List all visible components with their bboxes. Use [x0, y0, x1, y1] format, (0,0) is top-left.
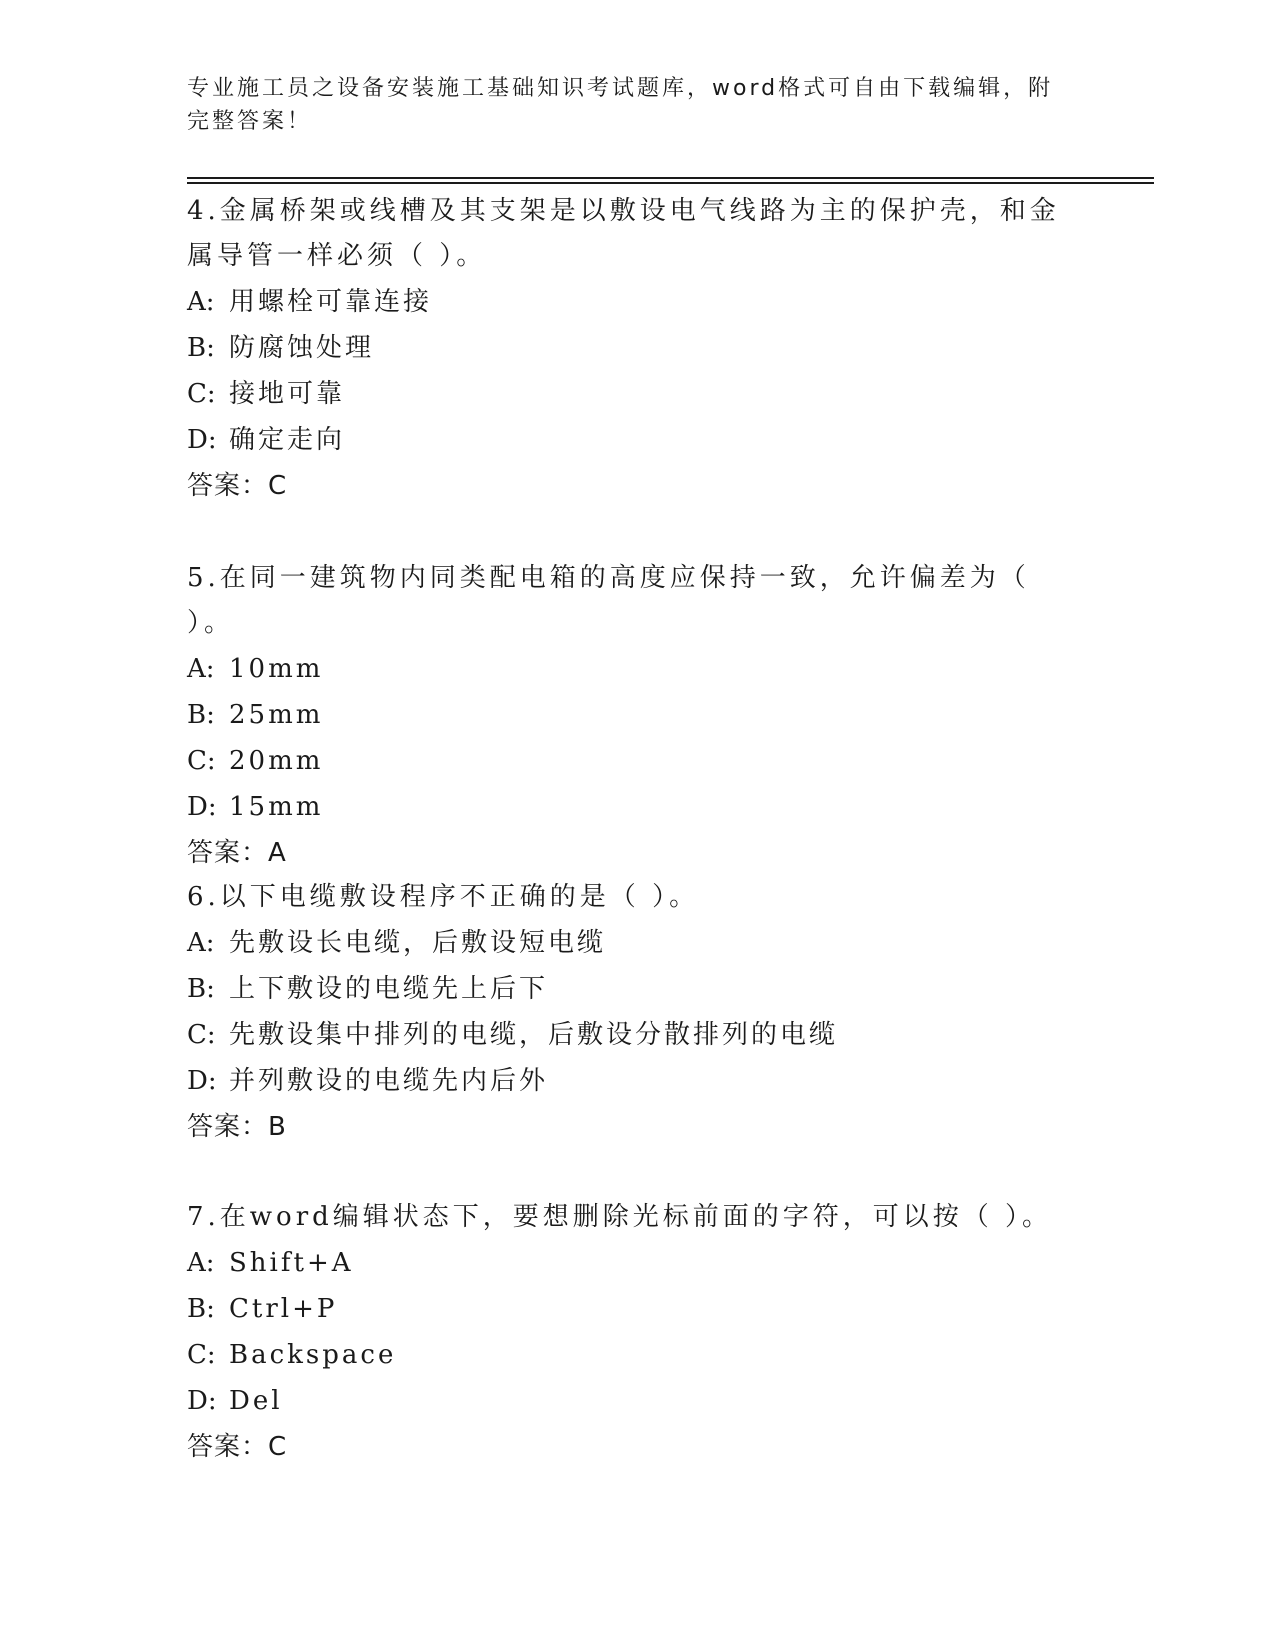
document-header: 专业施工员之设备安装施工基础知识考试题库，word格式可自由下载编辑，附完整答案！ — [187, 76, 1054, 134]
option-a — [187, 646, 1087, 692]
answer-line: 答案：C — [187, 471, 288, 501]
option-text: 25mm — [229, 700, 324, 730]
option-label: D: — [187, 792, 217, 822]
question-stem: 5.在同一建筑物内同类配电箱的高度应保持一致，允许偏差为（ ）。 — [187, 563, 1030, 638]
option-c — [187, 738, 1087, 784]
header-divider-bottom — [187, 182, 1154, 184]
option-d — [187, 1378, 1087, 1424]
answer-line: 答案：A — [187, 838, 287, 868]
question-stem: 7.在word编辑状态下，要想删除光标前面的字符，可以按（ ）。 — [187, 1202, 1053, 1232]
option-label: B: — [187, 333, 215, 363]
option-label: B: — [187, 974, 215, 1004]
option-c — [187, 1332, 1087, 1378]
option-c — [187, 371, 1087, 417]
option-text: 15mm — [229, 792, 324, 822]
option-text: 确定走向 — [229, 425, 346, 455]
header-divider-top — [187, 177, 1154, 179]
option-b — [187, 692, 1087, 738]
option-a — [187, 920, 1087, 966]
option-label: C: — [187, 379, 216, 409]
option-text: 上下敷设的电缆先上后下 — [229, 974, 549, 1004]
option-text: 10mm — [229, 654, 324, 684]
option-d — [187, 417, 1087, 463]
option-label: C: — [187, 1020, 216, 1050]
option-text: 并列敷设的电缆先内后外 — [229, 1066, 549, 1096]
answer-line: 答案：B — [187, 1112, 287, 1142]
option-b — [187, 325, 1087, 371]
question-6 — [187, 875, 1087, 1150]
option-text: Ctrl+P — [229, 1294, 338, 1324]
option-label: A: — [187, 654, 215, 684]
option-label: B: — [187, 1294, 215, 1324]
option-label: D: — [187, 1386, 217, 1416]
option-text: 先敷设长电缆，后敷设短电缆 — [229, 928, 607, 958]
option-d — [187, 784, 1087, 830]
answer-line: 答案：C — [187, 1432, 288, 1462]
option-label: D: — [187, 425, 217, 455]
question-5 — [187, 556, 1087, 876]
option-text: Del — [229, 1386, 283, 1416]
option-label: C: — [187, 1340, 216, 1370]
option-label: A: — [187, 287, 215, 317]
option-b — [187, 1286, 1087, 1332]
option-label: C: — [187, 746, 216, 776]
option-label: A: — [187, 1248, 215, 1278]
question-stem: 4.金属桥架或线槽及其支架是以敷设电气线路为主的保护壳，和金属导管一样必须（ ）。 — [187, 196, 1060, 271]
option-label: A: — [187, 928, 215, 958]
option-text: 20mm — [229, 746, 324, 776]
question-4 — [187, 189, 1087, 509]
option-d — [187, 1058, 1087, 1104]
option-text: 先敷设集中排列的电缆，后敷设分散排列的电缆 — [229, 1020, 839, 1050]
question-stem: 6.以下电缆敷设程序不正确的是（ ）。 — [187, 882, 700, 912]
option-a — [187, 1240, 1087, 1286]
question-7 — [187, 1195, 1087, 1470]
option-text: Shift+A — [229, 1248, 354, 1278]
option-text: 接地可靠 — [229, 379, 346, 409]
option-a — [187, 279, 1087, 325]
option-c — [187, 1012, 1087, 1058]
option-text: 用螺栓可靠连接 — [229, 287, 433, 317]
option-label: D: — [187, 1066, 217, 1096]
option-label: B: — [187, 700, 215, 730]
option-text: Backspace — [229, 1340, 397, 1370]
option-text: 防腐蚀处理 — [229, 333, 375, 363]
option-b — [187, 966, 1087, 1012]
